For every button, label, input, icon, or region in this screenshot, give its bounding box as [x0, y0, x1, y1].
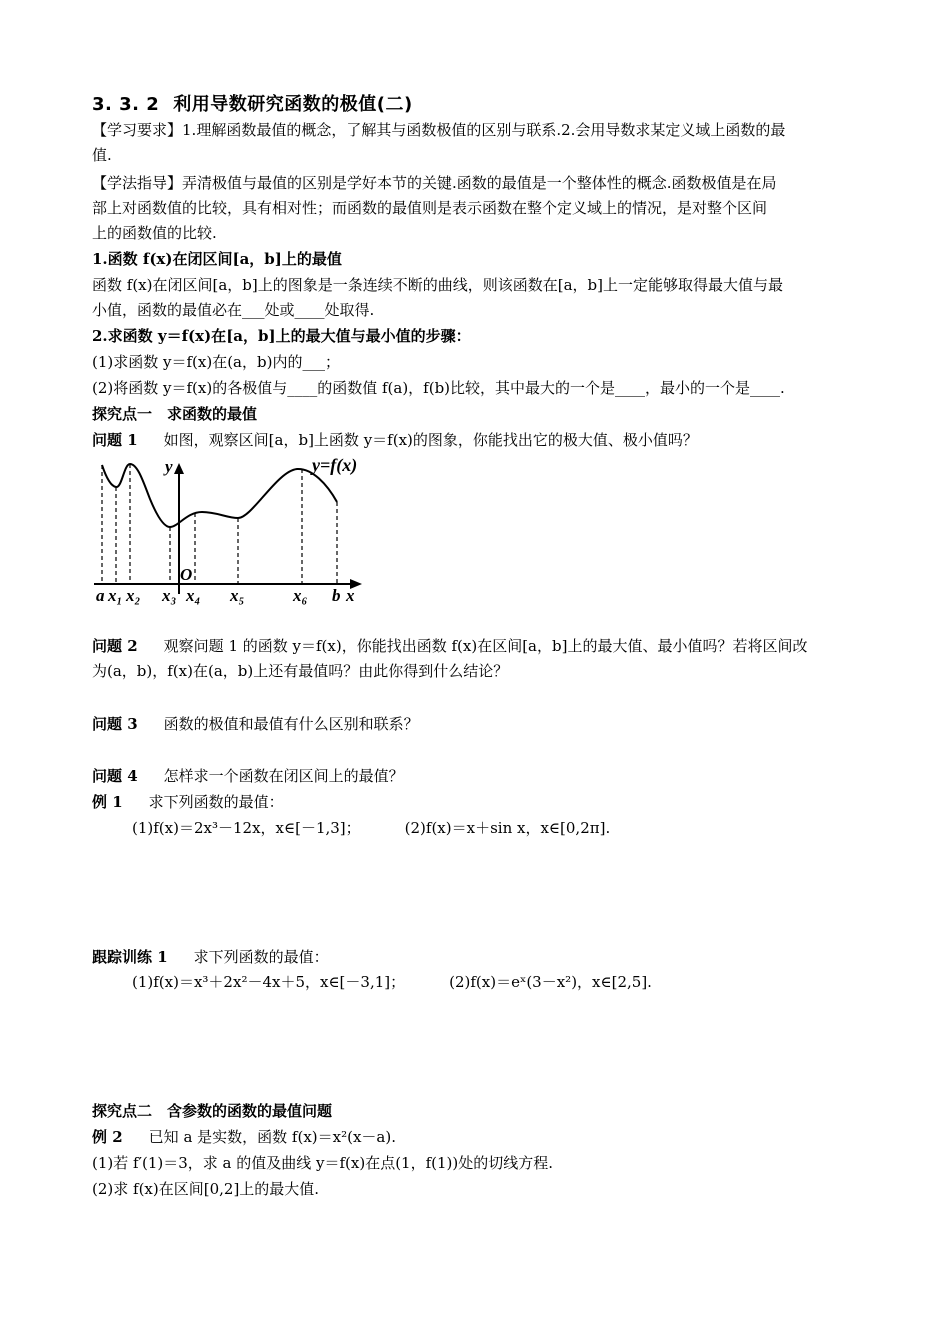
guidance-line-3: 上的函数值的比较.	[92, 224, 217, 242]
graph-x-label: x	[346, 586, 355, 605]
section-2-heading: 2.求函数 y＝f(x)在[a，b]上的最大值与最小值的步骤：	[92, 327, 471, 345]
guidance-line-2: 部上对函数值的比较，具有相对性；而函数的最值则是表示函数在整个定义域上的情况，是对整个区间	[92, 199, 768, 217]
title-text: 利用导数研究函数的极值(二)	[173, 94, 413, 115]
question-2-line-1: 问题 2 观察问题 1 的函数 y＝f(x)，你能找出函数 f(x)在区间[a，b]上的最大值、最小值吗？若将区间改	[92, 637, 808, 655]
section-1-line-1: 函数 f(x)在闭区间[a，b]上的图象是一条连续不断的曲线，则该函数在[a，b]上一定能够取得最大值与最	[92, 276, 783, 294]
tick-x1: x₁	[108, 586, 123, 605]
question-3: 问题 3 函数的极值和最值有什么区别和联系？	[92, 715, 419, 733]
example-2-part-2: (2)求 f(x)在区间[0,2]上的最大值.	[92, 1180, 320, 1198]
graph-origin-label: O	[180, 565, 193, 584]
question-4: 问题 4 怎样求一个函数在闭区间上的最值？	[92, 767, 404, 785]
practice-1: 跟踪训练 1 求下列函数的最值：	[92, 948, 329, 966]
question-1: 问题 1 如图，观察区间[a，b]上函数 y＝f(x)的图象，你能找出它的极大值、极小值吗？	[92, 431, 698, 449]
practice-1-parts: (1)f(x)＝x³＋2x²－4x＋5，x∈[－3,1]； (2)f(x)＝eˣ(3－x²)，x∈[2,5].	[132, 973, 652, 991]
page-title	[92, 90, 413, 116]
requirements-line-2: 值.	[92, 146, 112, 164]
section-2-step-2: (2)将函数 y＝f(x)的各极值与____的函数值 f(a)，f(b)比较，其中最大的一个是____，最小的一个是____.	[92, 379, 785, 397]
tick-x4: x₄	[186, 586, 201, 605]
section-2-step-1: (1)求函数 y＝f(x)在(a，b)内的___；	[92, 353, 340, 371]
graph-function-label: y=f(x)	[312, 455, 358, 475]
exploration-point-2: 探究点二 含参数的函数的最值问题	[92, 1102, 333, 1120]
exploration-point-1: 探究点一 求函数的最值	[92, 405, 258, 423]
graph-y-label: y	[165, 457, 173, 476]
tick-x2: x₂	[126, 586, 141, 605]
guidance-line-1: 【学法指导】弄清极值与最值的区别是学好本节的关键.函数的最值是一个整体性的概念.函数极值是在局	[92, 174, 777, 192]
tick-x5: x₅	[230, 586, 245, 605]
question-2-line-2: 为(a，b)，f(x)在(a，b)上还有最值吗？由此你得到什么结论？	[92, 662, 509, 680]
example-2: 例 2 已知 a 是实数，函数 f(x)＝x²(x－a).	[92, 1128, 396, 1146]
function-graph	[92, 454, 372, 606]
example-2-part-1: (1)若 f′(1)＝3，求 a 的值及曲线 y＝f(x)在点(1，f(1))处的切线方程.	[92, 1154, 554, 1172]
section-number: 3. 3. 2	[92, 94, 160, 115]
tick-x6: x₆	[293, 586, 308, 605]
example-1-parts: (1)f(x)＝2x³－12x，x∈[－1,3]； (2)f(x)＝x＋sin x，x∈[0,2π].	[132, 819, 611, 837]
section-1-line-2: 小值，函数的最值必在___处或____处取得.	[92, 301, 375, 319]
section-1-heading: 1.函数 f(x)在闭区间[a，b]上的最值	[92, 250, 342, 268]
tick-a: a	[96, 586, 105, 605]
tick-x3: x₃	[162, 586, 177, 605]
y-axis-arrow	[174, 463, 184, 474]
example-1: 例 1 求下列函数的最值：	[92, 793, 284, 811]
tick-b: b	[332, 586, 341, 605]
function-curve	[102, 464, 337, 527]
requirements-line-1: 【学习要求】1.理解函数最值的概念，了解其与函数极值的区别与联系.2.会用导数求某定义域上函数的最	[92, 121, 786, 139]
